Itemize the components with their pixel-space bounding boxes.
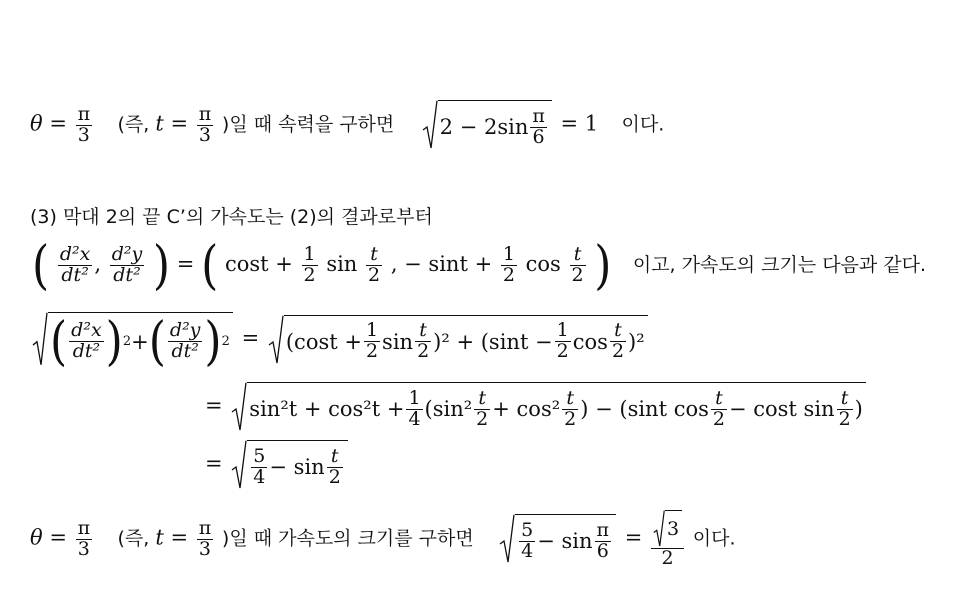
fraction-t-half-i: $\frac{t}{2}$	[328, 444, 341, 488]
speed-radical: 2 − 2sin $\frac{\pi}{6}$	[422, 100, 552, 150]
radical-sign-icon	[653, 510, 665, 548]
fraction-pi-over-3-b: $\frac{\pi}{3}$	[198, 102, 212, 146]
line-acceleration-vector: ( $\frac{\text{d²x}}{\text{dt²}}$ , $\frac{\text{d²y}}{\text{dt²}}$ ) = ( cost + $\frac{1}{2}$ sin $\frac{t}{2}$ , − sint + $\frac{1}{2}$ cos $\frac{t}{2}$ ) 이고, 가속도의 크기는 다음과 같다.	[32, 234, 927, 297]
line-magnitude-2: = sin²t + cos²t + $\frac{1}{4}$ (sin² $\frac{t}{2}$ + cos² $\frac{t}{2}$ ) − (sint cos $\frac{t}{2}$ − cost sin $\frac{t}{2}$ )	[205, 382, 868, 432]
magnitude-radical-2: (cost + $\frac{1}{2}$ sin $\frac{t}{2}$ )² + (sint − $\frac{1}{2}$ cos $\frac{t}{2}$ )²	[268, 315, 648, 365]
line-magnitude-3: = $\frac{5}{4}$ − sin $\frac{t}{2}$	[205, 440, 350, 490]
sentence-end: 이다.	[621, 113, 665, 136]
section-3-heading: (3) 막대 2의 끝 C’의 가속도는 (2)의 결과로부터	[30, 206, 433, 228]
fraction-one-quarter: $\frac{1}{4}$	[408, 386, 421, 430]
radical-sign-icon	[231, 440, 247, 490]
expanded-radical: sin²t + cos²t + $\frac{1}{4}$ (sin² $\frac{t}{2}$ + cos² $\frac{t}{2}$ ) − (sint cos $\frac{t}{2}$ − cost sin $\frac{t}{2}$ )	[231, 382, 866, 432]
radical-sign-icon	[422, 100, 438, 150]
fraction-pi-over-6: $\frac{\pi}{6}$	[532, 104, 545, 148]
magnitude-phrase: 이고, 가속도의 크기는 다음과 같다.	[632, 254, 927, 276]
fraction-one-half-b: $\frac{1}{2}$	[502, 243, 515, 286]
result-radical: $\frac{5}{4}$ − sin $\frac{\pi}{6}$	[499, 514, 616, 564]
fraction-t-half-e: $\frac{t}{2}$	[476, 386, 489, 430]
radical-sign-icon	[231, 382, 247, 432]
fraction-d2y-dt2: $\frac{\text{d²y}}{\text{dt²}}$	[111, 243, 143, 286]
fraction-five-quarters-b: $\frac{5}{4}$	[521, 518, 534, 562]
radical-sign-icon	[32, 312, 48, 367]
fraction-sqrt3-over-2: $\frac{3}{2}$	[651, 510, 684, 568]
fraction-t-half-h: $\frac{t}{2}$	[838, 386, 851, 430]
fraction-t-half-d: $\frac{t}{2}$	[611, 319, 625, 362]
fraction-t-half-g: $\frac{t}{2}$	[712, 386, 725, 430]
fraction-t-half: $\frac{t}{2}$	[368, 243, 381, 286]
acceleration-phrase: )일 때 가속도의 크기를 구하면	[221, 527, 474, 550]
fraction-pi-over-3: $\frac{\pi}{3}$	[77, 102, 91, 146]
fraction-d2x-dt2-b: $\frac{\text{d²x}}{\text{dt²}}$	[71, 319, 102, 362]
fraction-one-half: $\frac{1}{2}$	[303, 243, 316, 286]
line-magnitude-1: ( $\frac{\text{d²x}}{\text{dt²}}$ ) 2 + ( $\frac{\text{d²y}}{\text{dt²}}$ ) 2 = (cost + $\frac{1}{2}$ sin $\frac{t}{2}$ )² + (sint − $\frac{1}{2}$ cos $\frac{t}{2}$ )²	[30, 312, 650, 367]
fraction-t-half-c: $\frac{t}{2}$	[417, 319, 430, 362]
fraction-one-half-d: $\frac{1}{2}$	[556, 319, 569, 362]
condition-open: (즉,	[117, 113, 156, 136]
fraction-five-quarters: $\frac{5}{4}$	[253, 444, 266, 488]
theta-eq: θ =	[30, 111, 74, 136]
magnitude-radical: ( $\frac{\text{d²x}}{\text{dt²}}$ ) 2 + ( $\frac{\text{d²y}}{\text{dt²}}$ ) 2	[32, 312, 233, 367]
radical-sign-icon	[499, 514, 515, 564]
speed-phrase: )일 때 속력을 구하면	[221, 113, 395, 136]
fraction-pi-over-3-d: $\frac{\pi}{3}$	[198, 516, 212, 560]
simplified-radical: $\frac{5}{4}$ − sin $\frac{t}{2}$	[231, 440, 347, 490]
fraction-one-half-c: $\frac{1}{2}$	[365, 319, 379, 362]
fraction-pi-over-6-b: $\frac{\pi}{6}$	[596, 518, 609, 562]
fraction-t-half-f: $\frac{t}{2}$	[564, 386, 577, 430]
fraction-d2y-dt2-b: $\frac{\text{d²y}}{\text{dt²}}$	[169, 319, 201, 362]
theta-eq-b: θ =	[30, 525, 74, 550]
line-speed: θ = $\frac{\pi}{3}$ (즉, t = $\frac{\pi}{3}$ )일 때 속력을 구하면 2 − 2sin $\frac{\pi}{6}$ = 1 이다.	[30, 100, 664, 150]
line-acceleration-result: θ = $\frac{\pi}{3}$ (즉, t = $\frac{\pi}{3}$ )일 때 가속도의 크기를 구하면 $\frac{5}{4}$ − sin $\frac{\pi}{6}$ = $\frac{3}{2}$ 이다.	[30, 510, 736, 568]
t-eq: t =	[155, 111, 195, 136]
fraction-t-half-b: $\frac{t}{2}$	[571, 243, 584, 286]
fraction-pi-over-3-c: $\frac{\pi}{3}$	[77, 516, 91, 560]
fraction-d2x-dt2: $\frac{\text{d²x}}{\text{dt²}}$	[59, 243, 91, 286]
radical-sign-icon	[268, 315, 284, 365]
sentence-end-b: 이다.	[692, 527, 736, 550]
